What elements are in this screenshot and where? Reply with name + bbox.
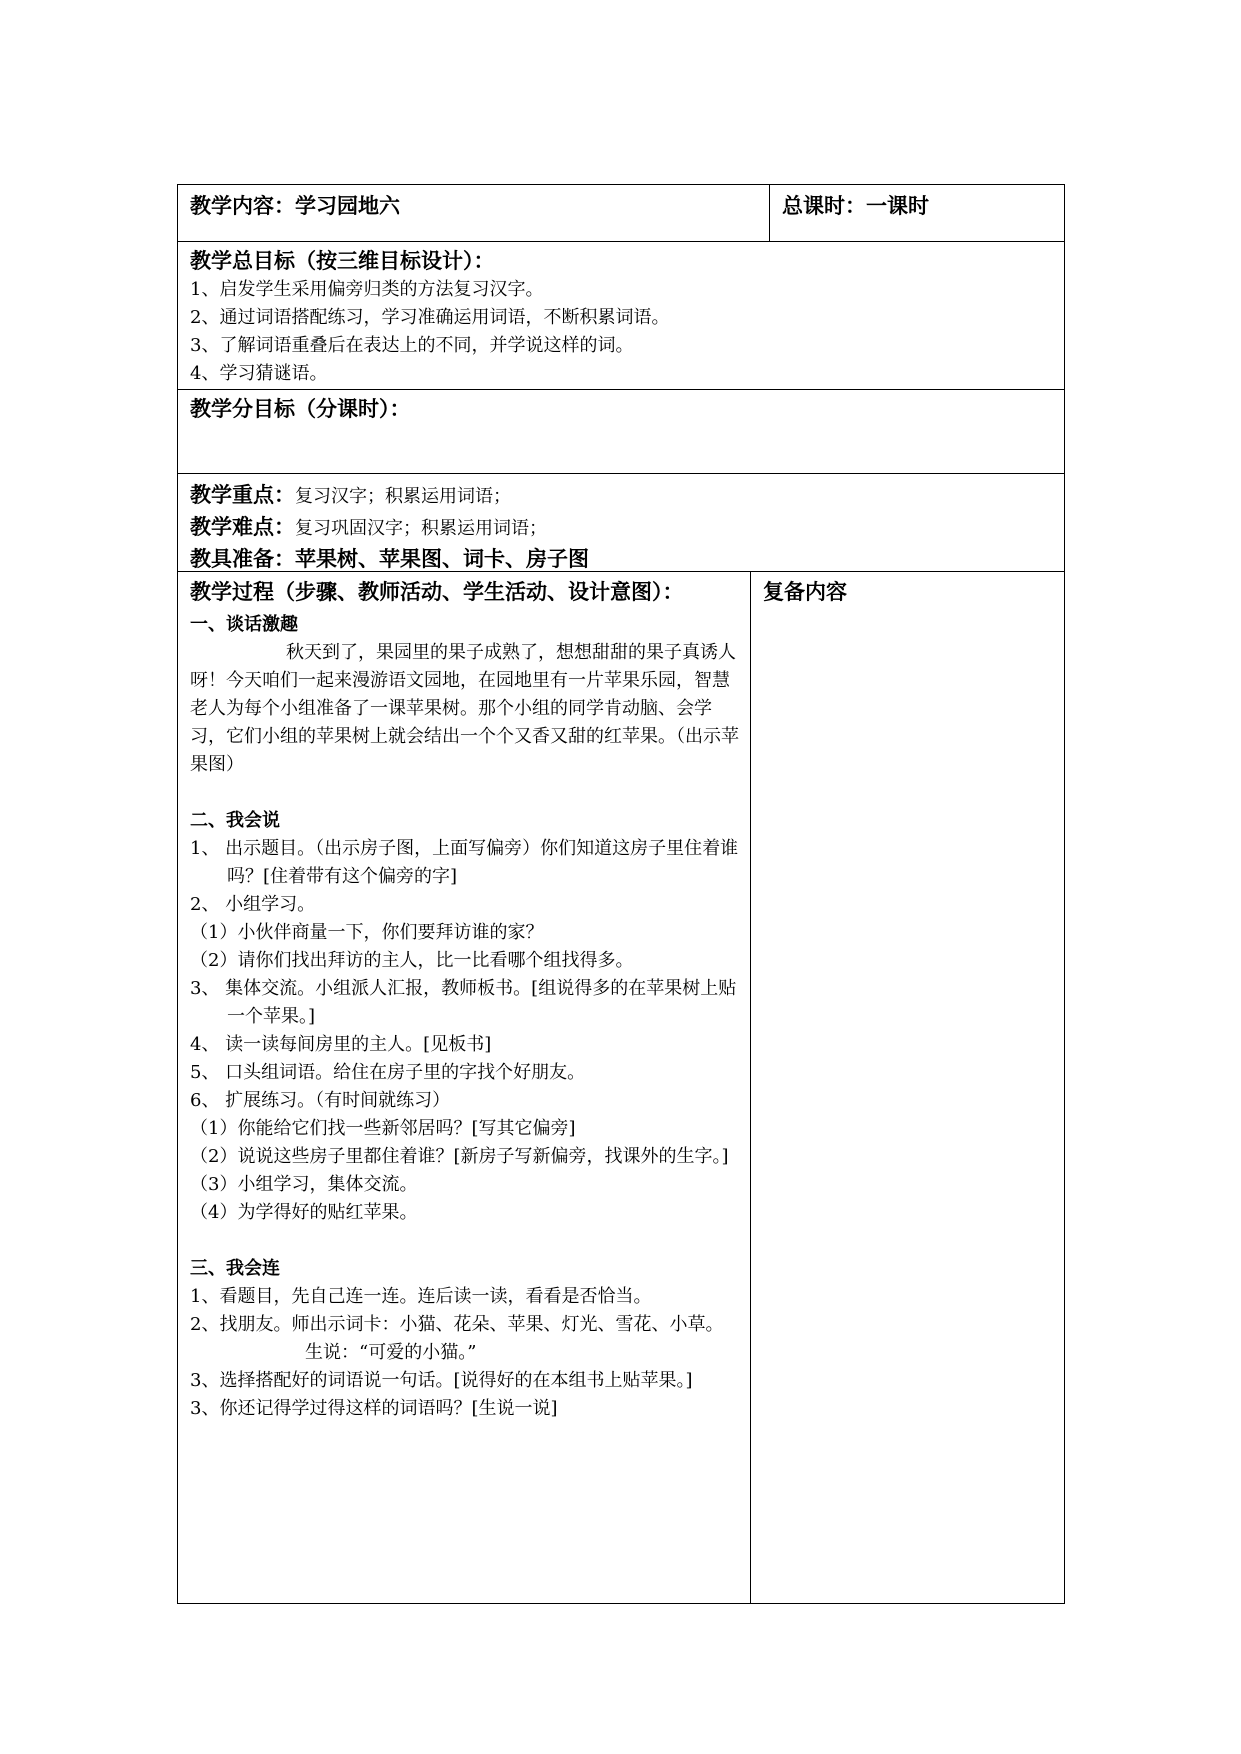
process-main — [178, 572, 751, 1603]
sub-goals-row — [177, 390, 1065, 474]
difficulty-label: 教学难点： — [190, 515, 295, 539]
review-title: 复备内容 — [763, 580, 847, 604]
goals-title: 教学总目标（按三维目标设计）： — [190, 249, 495, 273]
tools-line: 教具准备：苹果树、苹果图、词卡、房子图 — [190, 547, 589, 571]
list-item: （2）请你们找出拜访的主人，比一比看哪个组找得多。 — [190, 950, 634, 971]
goals-row — [177, 242, 1065, 390]
goal-item: 2、通过词语搭配练习，学习准确运用词语，不断积累词语。 — [190, 307, 670, 328]
list-item: 6、 扩展练习。（有时间就练习） — [190, 1090, 451, 1111]
list-item: 3、 集体交流。小组派人汇报，教师板书。[组说得多的在苹果树上贴一个苹果。] — [190, 978, 737, 1027]
focus-label: 教学重点： — [190, 483, 295, 507]
focus-text: 复习汉字；积累运用词语； — [295, 486, 511, 507]
section-1-title: 一、谈话激趣 — [190, 614, 298, 635]
list-item: （3）小组学习，集体交流。 — [190, 1174, 418, 1195]
review-column — [751, 572, 1064, 1603]
list-item: 3、你还记得学过得这样的词语吗？[生说一说] — [190, 1398, 558, 1419]
list-item: 4、 读一读每间房里的主人。[见板书] — [190, 1034, 492, 1055]
list-item: 2、 小组学习。 — [190, 894, 316, 915]
process-row — [177, 572, 1065, 1604]
section-1-paragraph: 秋天到了，果园里的果子成熟了，想想甜甜的果子真诱人呀！今天咱们一起来漫游语文园地，在园地里有一片苹果乐园，智慧老人为每个小组准备了一课苹果树。那个小组的同学肯动脑、会学习，它们小组的苹果树上就会结出一个个又香又甜的红苹果。（出示苹果图） — [190, 642, 739, 775]
student-quote: 生说：“可爱的小猫。” — [305, 1342, 477, 1363]
goal-item: 1、启发学生采用偏旁归类的方法复习汉字。 — [190, 279, 544, 300]
goal-item: 3、了解词语重叠后在表达上的不同，并学说这样的词。 — [190, 335, 634, 356]
section-3-title: 三、我会连 — [190, 1258, 280, 1279]
list-item: （4）为学得好的贴红苹果。 — [190, 1202, 418, 1223]
section-2-title: 二、我会说 — [190, 810, 280, 831]
list-item: （2）说说这些房子里都住着谁？[新房子写新偏旁，找课外的生字。] — [190, 1146, 729, 1167]
process-title: 教学过程（步骤、教师活动、学生活动、设计意图）： — [190, 580, 684, 604]
list-item: （1）你能给它们找一些新邻居吗？[写其它偏旁] — [190, 1118, 576, 1139]
list-item: 2、找朋友。师出示词卡：小猫、花朵、苹果、灯光、雪花、小草。 — [190, 1314, 724, 1335]
header-row — [177, 184, 1065, 242]
list-item: 3、选择搭配好的词语说一句话。[说得好的在本组书上贴苹果。] — [190, 1370, 693, 1391]
list-item: 1、看题目，先自己连一连。连后读一读，看看是否恰当。 — [190, 1286, 652, 1307]
content-label: 教学内容：学习园地六 — [178, 185, 770, 241]
list-item: 5、 口头组词语。给住在房子里的字找个好朋友。 — [190, 1062, 586, 1083]
list-item: 1、 出示题目。（出示房子图，上面写偏旁）你们知道这房子里住着谁吗？[住着带有这个偏旁的字] — [190, 838, 739, 887]
difficulty-text: 复习巩固汉字；积累运用词语； — [295, 518, 547, 539]
hours-label: 总课时：一课时 — [782, 194, 929, 218]
lesson-plan-table — [177, 184, 1065, 1604]
list-item: （1）小伙伴商量一下，你们要拜访谁的家？ — [190, 922, 544, 943]
sub-goals-title: 教学分目标（分课时）： — [190, 397, 411, 421]
goal-item: 4、学习猜谜语。 — [190, 363, 328, 384]
keys-row — [177, 474, 1065, 572]
